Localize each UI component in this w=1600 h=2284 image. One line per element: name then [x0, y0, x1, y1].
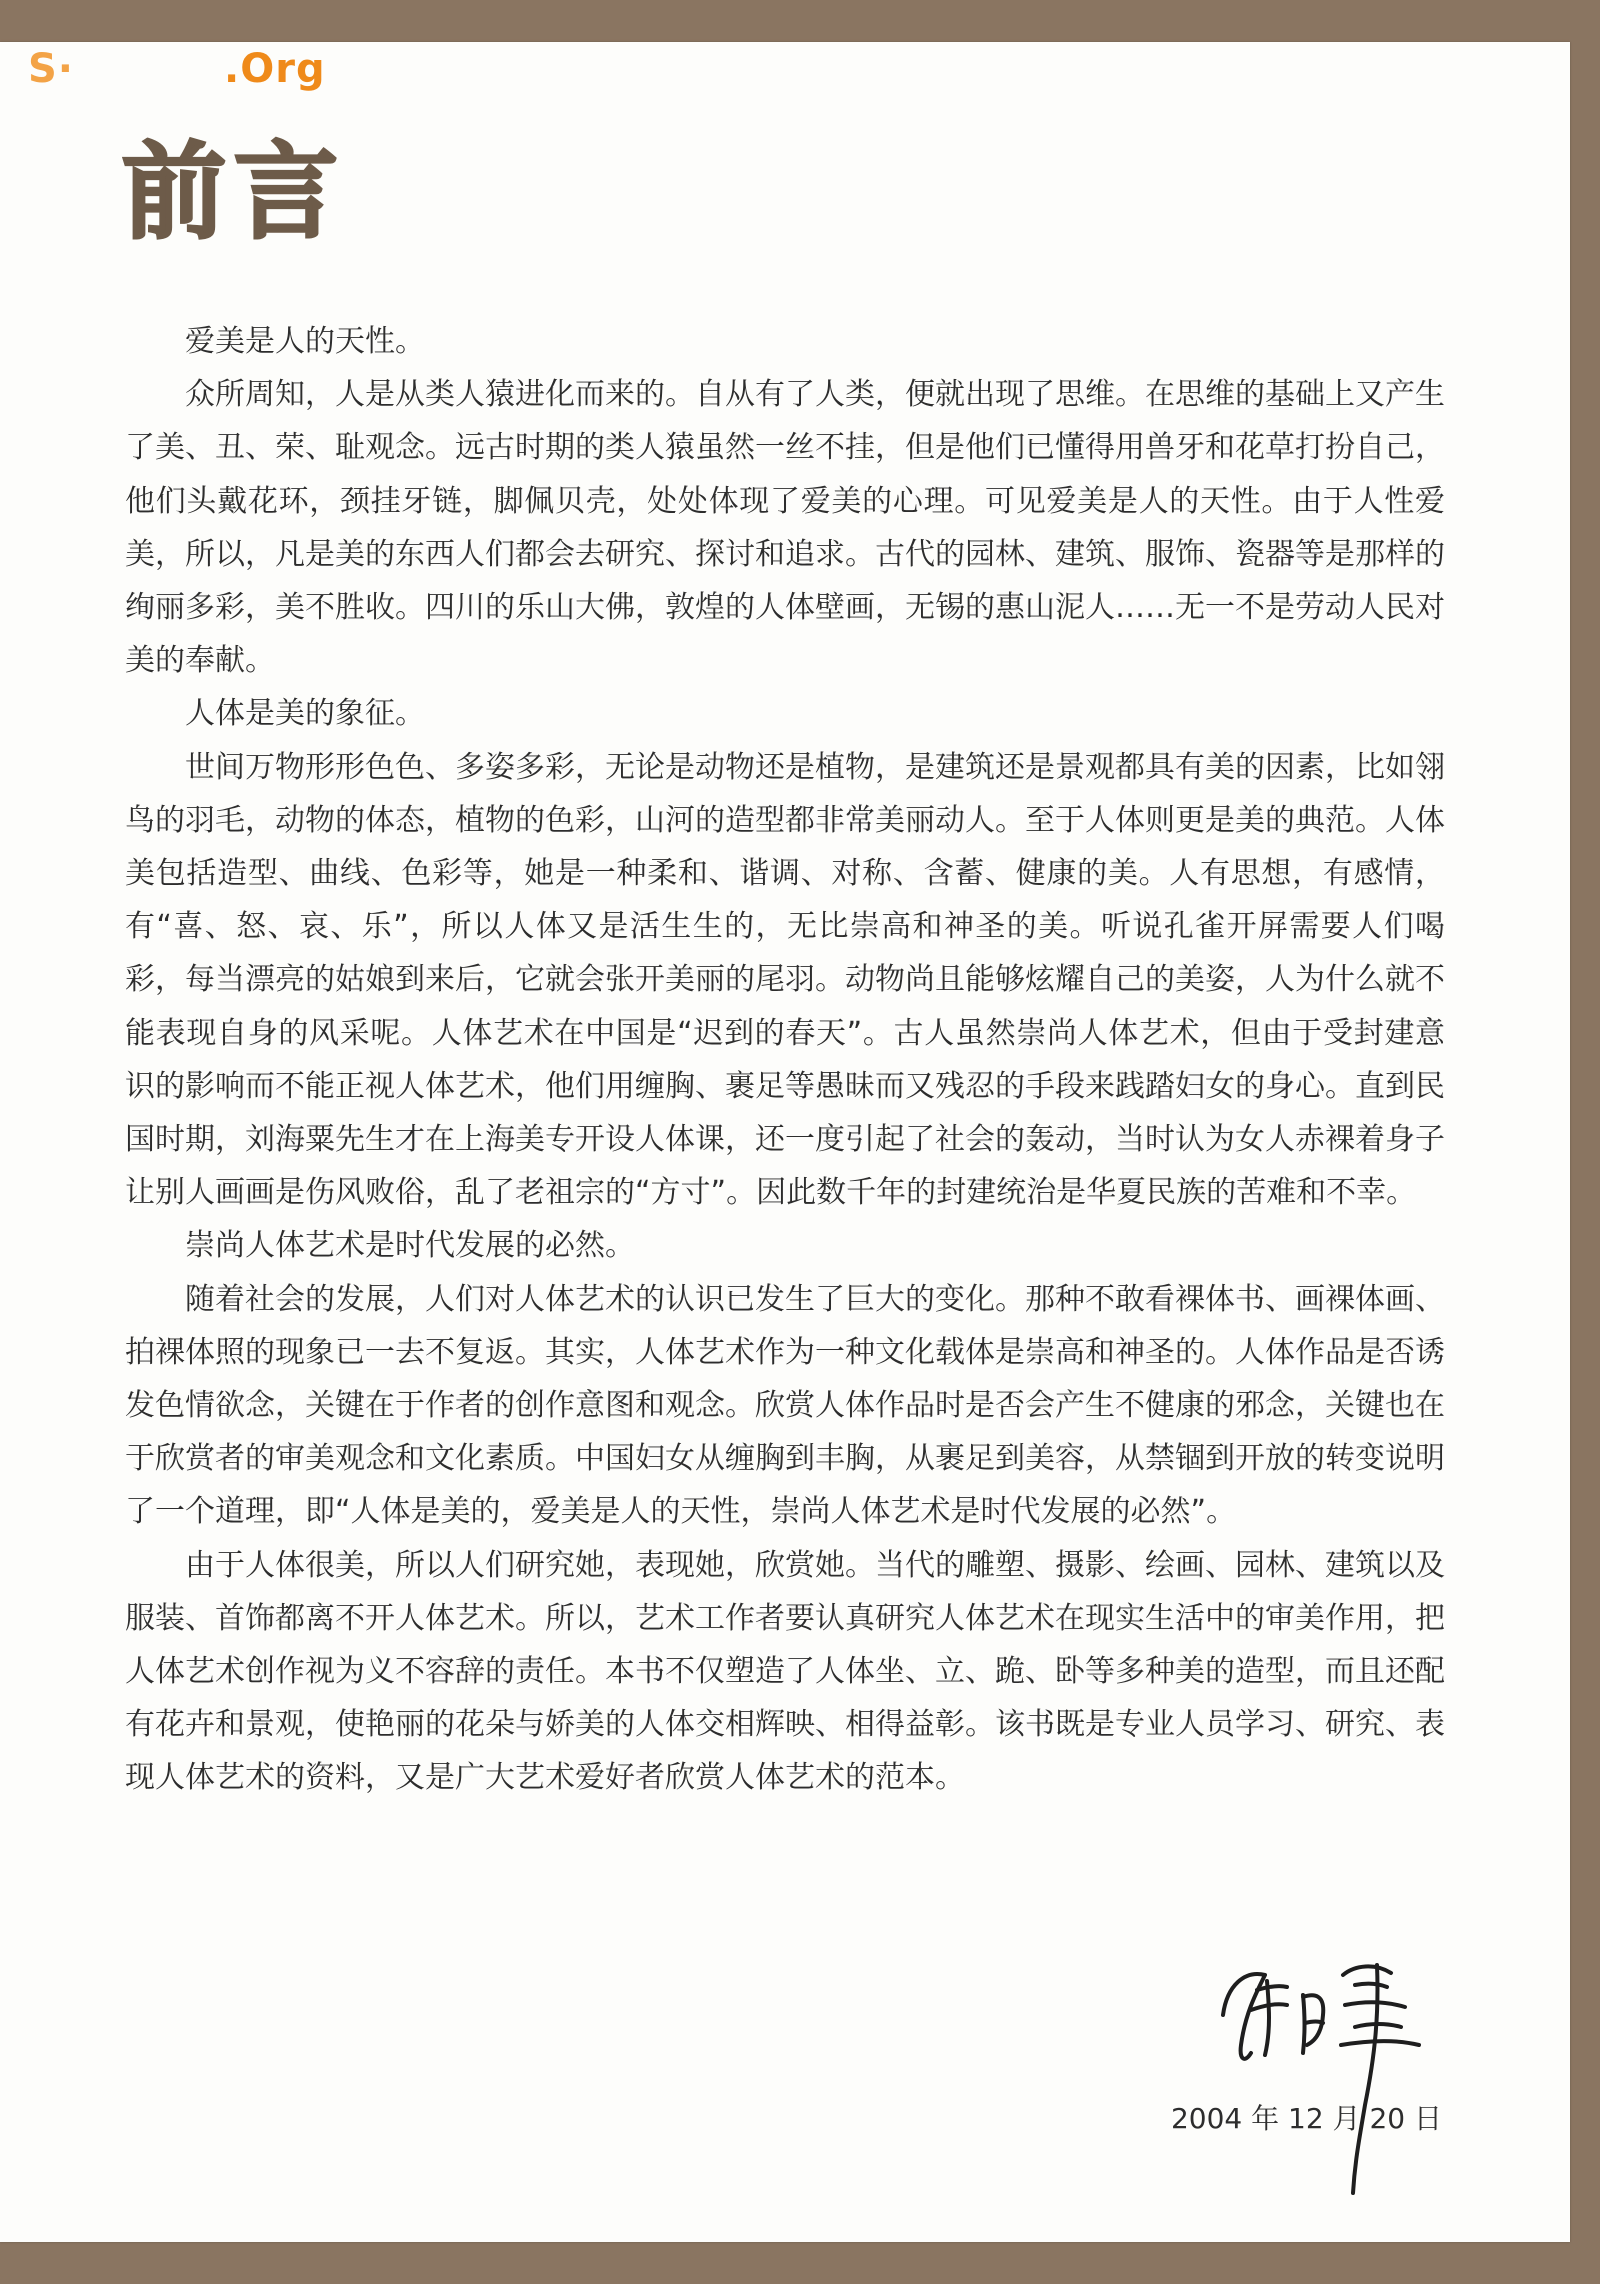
preface-body: [125, 315, 1445, 1805]
watermark-logo: [28, 46, 326, 92]
signature-mark: [1205, 1935, 1435, 2195]
paragraph: 随着社会的发展，人们对人体艺术的认识已发生了巨大的变化。那种不敢看裸体书、画裸体画、拍裸体照的现象已一去不复返。其实，人体艺术作为一种文化载体是崇高和神圣的。人体作品是否诱发色情欲念，关键在于作者的创作意图和观念。欣赏人体作品时是否会产生不健康的邪念，关键也在于欣赏者的审美观念和文化素质。中国妇女从缠胸到丰胸，从裹足到美容，从禁锢到开放的转变说明了一个道理，即“人体是美的，爱美是人的天性，崇尚人体艺术是时代发展的必然”。: [125, 1281, 1445, 1530]
paragraph: 由于人体很美，所以人们研究她，表现她，欣赏她。当代的雕塑、摄影、绘画、园林、建筑以及服装、首饰都离不开人体艺术。所以，艺术工作者要认真研究人体艺术在现实生活中的审美作用，把人体艺术创作视为义不容辞的责任。本书不仅塑造了人体坐、立、跪、卧等多种美的造型，而且还配有花卉和景观，使艳丽的花朵与娇美的人体交相辉映、相得益彰。该书既是专业人员学习、研究、表现人体艺术的资料，又是广大艺术爱好者欣赏人体艺术的范本。: [125, 1547, 1445, 1796]
paragraph: 众所周知，人是从类人猿进化而来的。自从有了人类，便就出现了思维。在思维的基础上又产生了美、丑、荣、耻观念。远古时期的类人猿虽然一丝不挂，但是他们已懂得用兽牙和花草打扮自己，他们头戴花环，颈挂牙链，脚佩贝壳，处处体现了爱美的心理。可见爱美是人的天性。由于人性爱美，所以，凡是美的东西人们都会去研究、探讨和追求。古代的园林、建筑、服饰、瓷器等是那样的绚丽多彩，美不胜收。四川的乐山大佛，敦煌的人体壁画，无锡的惠山泥人……无一不是劳动人民对美的奉献。: [125, 377, 1445, 679]
paragraph: 崇尚人体艺术是时代发展的必然。: [185, 1228, 635, 1264]
paragraph: 世间万物形形色色、多姿多彩，无论是动物还是植物，是建筑还是景观都具有美的因素，比如翎鸟的羽毛，动物的体态，植物的色彩，山河的造型都非常美丽动人。至于人体则更是美的典范。人体美包括造型、曲线、色彩等，她是一种柔和、谐调、对称、含蓄、健康的美。人有思想，有感情，有“喜、怒、哀、乐”，所以人体又是活生生的，无比崇高和神圣的美。听说孔雀开屏需要人们喝彩，每当漂亮的姑娘到来后，它就会张开美丽的尾羽。动物尚且能够炫耀自己的美姿，人为什么就不能表现自身的风采呢。人体艺术在中国是“迟到的春天”。古人虽然崇尚人体艺术，但由于受封建意识的影响而不能正视人体艺术，他们用缠胸、裹足等愚昧而又残忍的手段来践踏妇女的身心。直到民国时期，刘海粟先生才在上海美专开设人体课，还一度引起了社会的轰动，当时认为女人赤裸着身子让别人画画是伤风败俗，乱了老祖宗的“方寸”。因此数千年的封建统治是华夏民族的苦难和不幸。: [125, 749, 1445, 1211]
watermark-right: .Org: [224, 46, 326, 92]
paragraph: 人体是美的象征。: [185, 696, 425, 732]
watermark-left: S·: [28, 46, 75, 92]
page-title: 前言: [122, 131, 347, 253]
paragraph: 爱美是人的天性。: [185, 324, 425, 359]
date-line: 2004 年 12 月 20 日: [1170, 2102, 1442, 2135]
